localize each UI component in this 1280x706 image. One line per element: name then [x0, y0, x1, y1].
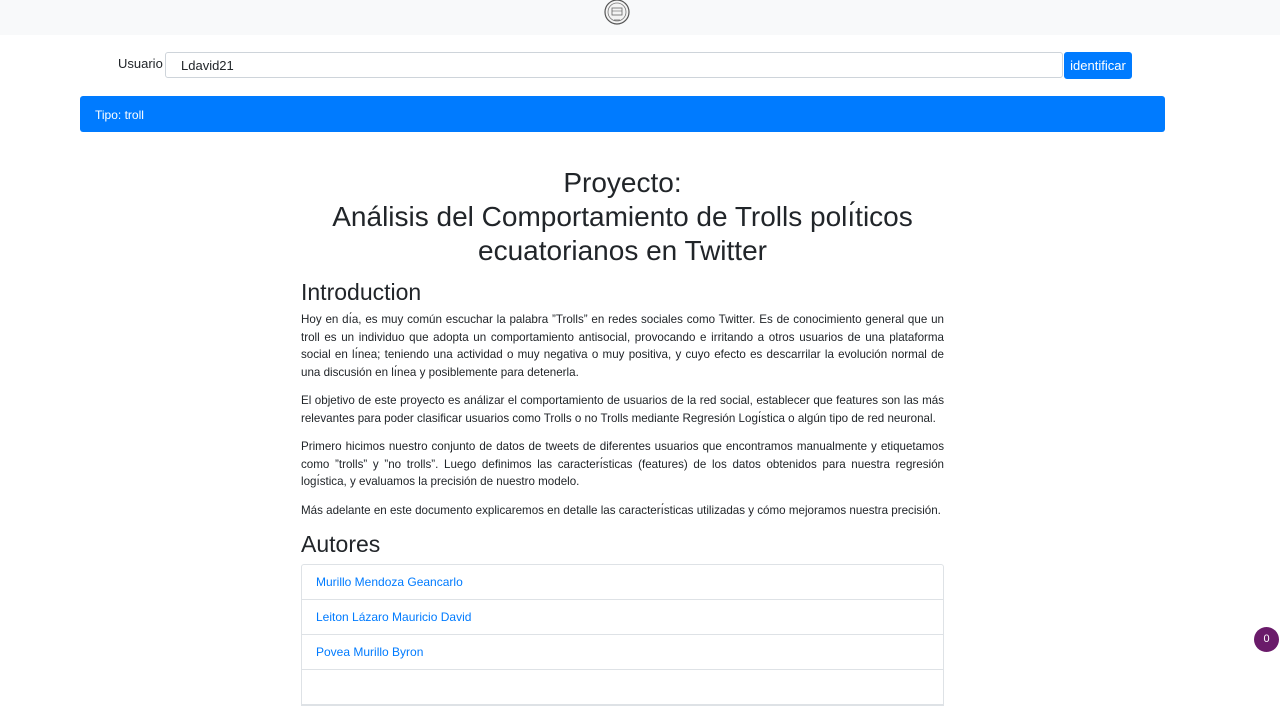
result-alert: Tipo: troll	[80, 96, 1165, 132]
top-navbar	[0, 0, 1280, 35]
page-title	[301, 166, 944, 268]
title-line-3: ecuatorianos en Twitter	[478, 235, 767, 266]
author-link[interactable]: Murillo Mendoza Geancarlo	[302, 565, 943, 600]
intro-paragraph-2: El objetivo de este proyecto es análizar el comportamiento de usuarios de la red social, establecer que features son las más relevantes para poder clasificar usuarios como Trolls o no Trolls mediante Regresión Logı́stica o algún tipo de red neuronal.	[301, 394, 944, 425]
author-link[interactable]: Povea Murillo Byron	[302, 635, 943, 670]
document-content	[301, 166, 944, 706]
author-link-empty[interactable]	[302, 670, 943, 705]
intro-heading: Introduction	[301, 279, 422, 305]
authors-list	[301, 564, 944, 706]
author-link[interactable]: Leiton Lázaro Mauricio David	[302, 600, 943, 635]
intro-paragraph-4: Más adelante en este documento explicaremos en detalle las caracterı́sticas utilizadas y cómo mejoramos nuestra precisión.	[301, 503, 941, 517]
user-label: Usuario	[118, 56, 163, 71]
title-line-2: Análisis del Comportamiento de Trolls polı́ticos	[332, 201, 913, 232]
username-input[interactable]	[165, 52, 1063, 78]
authors-heading: Autores	[301, 531, 381, 557]
intro-paragraph-1: Hoy en dı́a, es muy común escuchar la palabra ”Trolls” en redes sociales como Twitter. Es de conocimiento general que un troll es un individuo que adopta un comportamiento antisocial, provocando e irritando a otros usuarios de una plataforma social en lı́nea; teniendo una actividad o muy negativa o muy positiva, y cuyo efecto es descarrilar la evolución normal de una discusión en lı́nea y posiblemente para detenerla.	[301, 313, 944, 379]
intro-paragraph-3: Primero hicimos nuestro conjunto de datos de tweets de diferentes usuarios que encontramos manualmente y etiquetamos como ”trolls” y ”no trolls”. Luego definimos las caracterı́sticas (features) de los datos obtenidos para nuestra regresión logı́stica, y evaluamos la precisión de nuestro modelo.	[301, 440, 944, 488]
university-seal-icon[interactable]	[602, 0, 632, 26]
identify-button[interactable]: identificar	[1064, 52, 1132, 79]
title-line-1: Proyecto:	[563, 167, 682, 198]
notification-badge[interactable]: 0	[1254, 627, 1279, 652]
